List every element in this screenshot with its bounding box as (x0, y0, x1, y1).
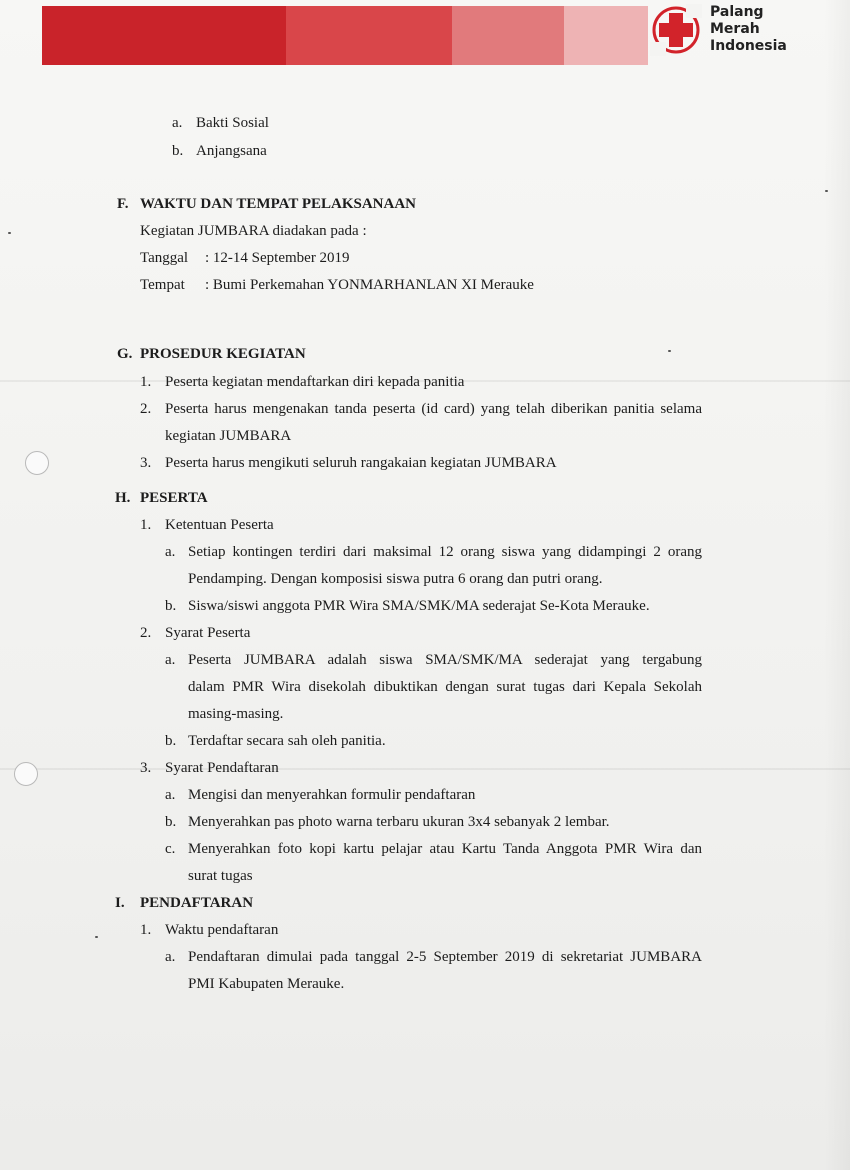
subsection-title: Waktu pendaftaran (165, 922, 279, 938)
paper-speck (8, 232, 11, 234)
logo-wordmark (710, 4, 787, 55)
list-item-text: Peserta kegiatan mendaftarkan diri kepada panitia (165, 374, 465, 390)
list-marker: 1. (140, 922, 152, 938)
banner-stripe (42, 6, 286, 65)
list-marker: 1. (140, 517, 152, 533)
list-marker: a. (165, 652, 176, 668)
field-value: : 12-14 September 2019 (205, 250, 350, 266)
list-item-text: Menyerahkan foto kopi kartu pelajar atau Kartu Tanda Anggota PMR Wira dan (188, 841, 702, 857)
list-item-text: kegiatan JUMBARA (165, 428, 292, 444)
header-banner (42, 6, 648, 65)
list-marker: b. (165, 733, 177, 749)
logo-line: Merah (710, 21, 760, 37)
list-marker: a. (165, 787, 176, 803)
red-cross-logo-icon (650, 4, 702, 56)
banner-stripe (286, 6, 452, 65)
logo-line: Indonesia (710, 38, 787, 54)
list-marker: b. (165, 598, 177, 614)
field-label: Tempat (140, 277, 185, 293)
list-item-text: Mengisi dan menyerahkan formulir pendaftaran (188, 787, 476, 803)
section-heading: PESERTA (140, 490, 208, 506)
paper-speck (95, 936, 98, 938)
field-label: Tanggal (140, 250, 189, 266)
list-item-text: PMI Kabupaten Merauke. (188, 976, 345, 992)
list-item-text: dalam PMR Wira disekolah dibuktikan dengan surat tugas dari Kepala Sekolah (188, 679, 702, 695)
list-marker: 2. (140, 401, 152, 417)
list-marker: c. (165, 841, 176, 857)
logo-line: Palang (710, 4, 764, 20)
section-letter: I. (115, 895, 125, 911)
punch-hole (14, 762, 38, 786)
list-item-text: Peserta JUMBARA adalah siswa SMA/SMK/MA sederajat yang tergabung (188, 652, 702, 668)
list-marker: b. (172, 143, 184, 159)
list-marker: a. (165, 544, 176, 560)
section-heading: WAKTU DAN TEMPAT PELAKSANAAN (140, 196, 416, 212)
list-marker: 2. (140, 625, 152, 641)
subsection-title: Syarat Pendaftaran (165, 760, 279, 776)
section-letter: G. (117, 346, 133, 362)
punch-hole (25, 451, 49, 475)
list-item-text: Peserta harus mengenakan tanda peserta (id card) yang telah diberikan panitia selama (165, 401, 702, 417)
banner-stripe (564, 6, 648, 65)
list-item-text: Peserta harus mengikuti seluruh rangakaian kegiatan JUMBARA (165, 455, 557, 471)
list-marker: 3. (140, 455, 152, 471)
subsection-title: Syarat Peserta (165, 625, 251, 641)
paper-fold-line (0, 768, 850, 770)
section-letter: H. (115, 490, 131, 506)
paragraph-text: Kegiatan JUMBARA diadakan pada : (140, 223, 367, 239)
banner-stripe (452, 6, 564, 65)
list-marker: 3. (140, 760, 152, 776)
list-item-text: surat tugas (188, 868, 253, 884)
section-heading: PENDAFTARAN (140, 895, 254, 911)
paper-speck (825, 190, 828, 192)
list-item-text: Siswa/siswi anggota PMR Wira SMA/SMK/MA sederajat Se-Kota Merauke. (188, 598, 650, 614)
paper-speck (668, 350, 671, 352)
list-marker: a. (165, 949, 176, 965)
list-item-text: Pendamping. Dengan komposisi siswa putra 6 orang dan putri orang. (188, 571, 603, 587)
list-item-text: Bakti Sosial (196, 115, 269, 131)
list-marker: a. (172, 115, 183, 131)
paper-edge-shadow (824, 0, 850, 1170)
list-item-text: Menyerahkan pas photo warna terbaru ukuran 3x4 sebanyak 2 lembar. (188, 814, 610, 830)
list-marker: b. (165, 814, 177, 830)
section-letter: F. (117, 196, 129, 212)
list-marker: 1. (140, 374, 152, 390)
field-value: : Bumi Perkemahan YONMARHANLAN XI Merauke (205, 277, 534, 293)
list-item-text: Setiap kontingen terdiri dari maksimal 12 orang siswa yang didampingi 2 orang (188, 544, 702, 560)
list-item-text: Pendaftaran dimulai pada tanggal 2-5 September 2019 di sekretariat JUMBARA (188, 949, 702, 965)
list-item-text: Anjangsana (196, 143, 267, 159)
list-item-text: Terdaftar secara sah oleh panitia. (188, 733, 386, 749)
list-item-text: masing-masing. (188, 706, 284, 722)
subsection-title: Ketentuan Peserta (165, 517, 274, 533)
section-heading: PROSEDUR KEGIATAN (140, 346, 306, 362)
